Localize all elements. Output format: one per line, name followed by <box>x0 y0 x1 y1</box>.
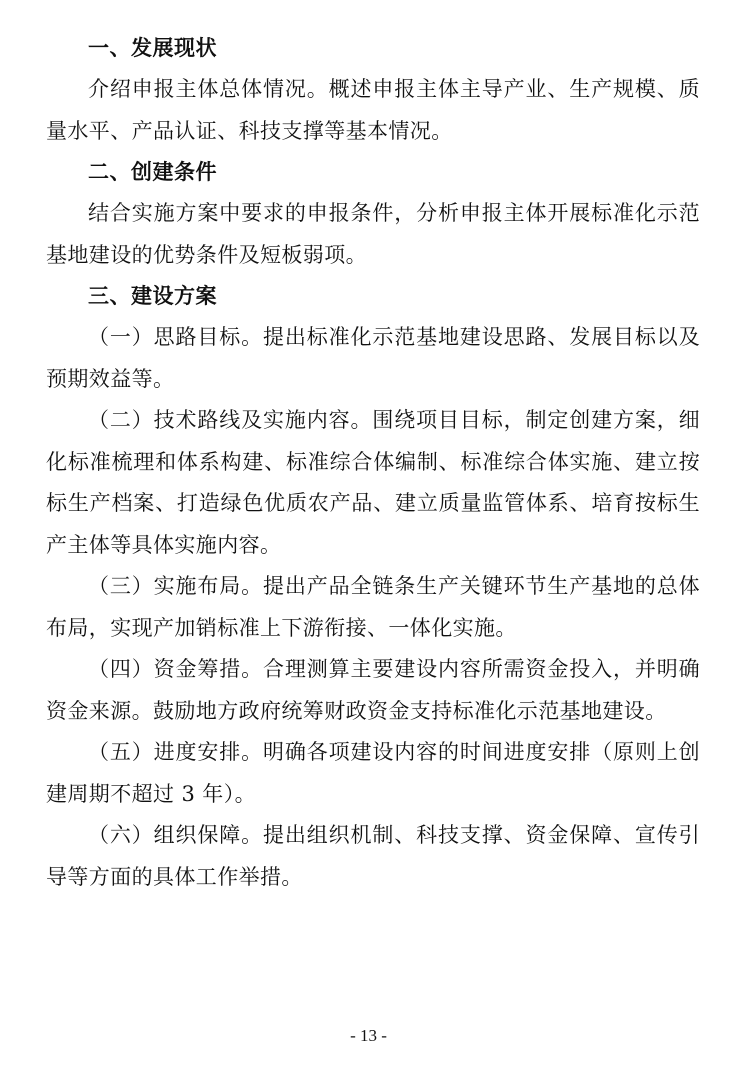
paragraph-creation-conditions: 结合实施方案中要求的申报条件，分析申报主体开展标准化示范基地建设的优势条件及短板弱项。 <box>46 201 700 267</box>
page-number: - 13 - <box>350 1026 387 1045</box>
section-heading-construction-plan: 三、建设方案 <box>88 284 217 308</box>
section-heading-development-status: 一、发展现状 <box>88 36 217 60</box>
paragraph-implementation-layout: （三）实施布局。提出产品全链条生产关键环节生产基地的总体布局，实现产加销标准上下游衔接、一体化实施。 <box>46 574 700 640</box>
paragraph-fund-raising: （四）资金筹措。合理测算主要建设内容所需资金投入，并明确资金来源。鼓励地方政府统筹财政资金支持标准化示范基地建设。 <box>46 657 700 723</box>
paragraph-ideas-goals: （一）思路目标。提出标准化示范基地建设思路、发展目标以及预期效益等。 <box>46 325 700 391</box>
paragraph-organizational-guarantee: （六）组织保障。提出组织机制、科技支撑、资金保障、宣传引导等方面的具体工作举措。 <box>46 823 700 889</box>
paragraph-development-status: 介绍申报主体总体情况。概述申报主体主导产业、生产规模、质量水平、产品认证、科技支撑等基本情况。 <box>46 77 700 143</box>
paragraph-schedule: （五）进度安排。明确各项建设内容的时间进度安排（原则上创建周期不超过 3 年）。 <box>46 740 700 806</box>
paragraph-technical-route: （二）技术路线及实施内容。围绕项目目标，制定创建方案，细化标准梳理和体系构建、标准综合体编制、标准综合体实施、建立按标生产档案、打造绿色优质农产品、建立质量监管体系、培育按标生产主体等具体实施内容。 <box>46 408 700 557</box>
document-body <box>46 28 700 898</box>
section-heading-creation-conditions: 二、创建条件 <box>88 160 217 184</box>
